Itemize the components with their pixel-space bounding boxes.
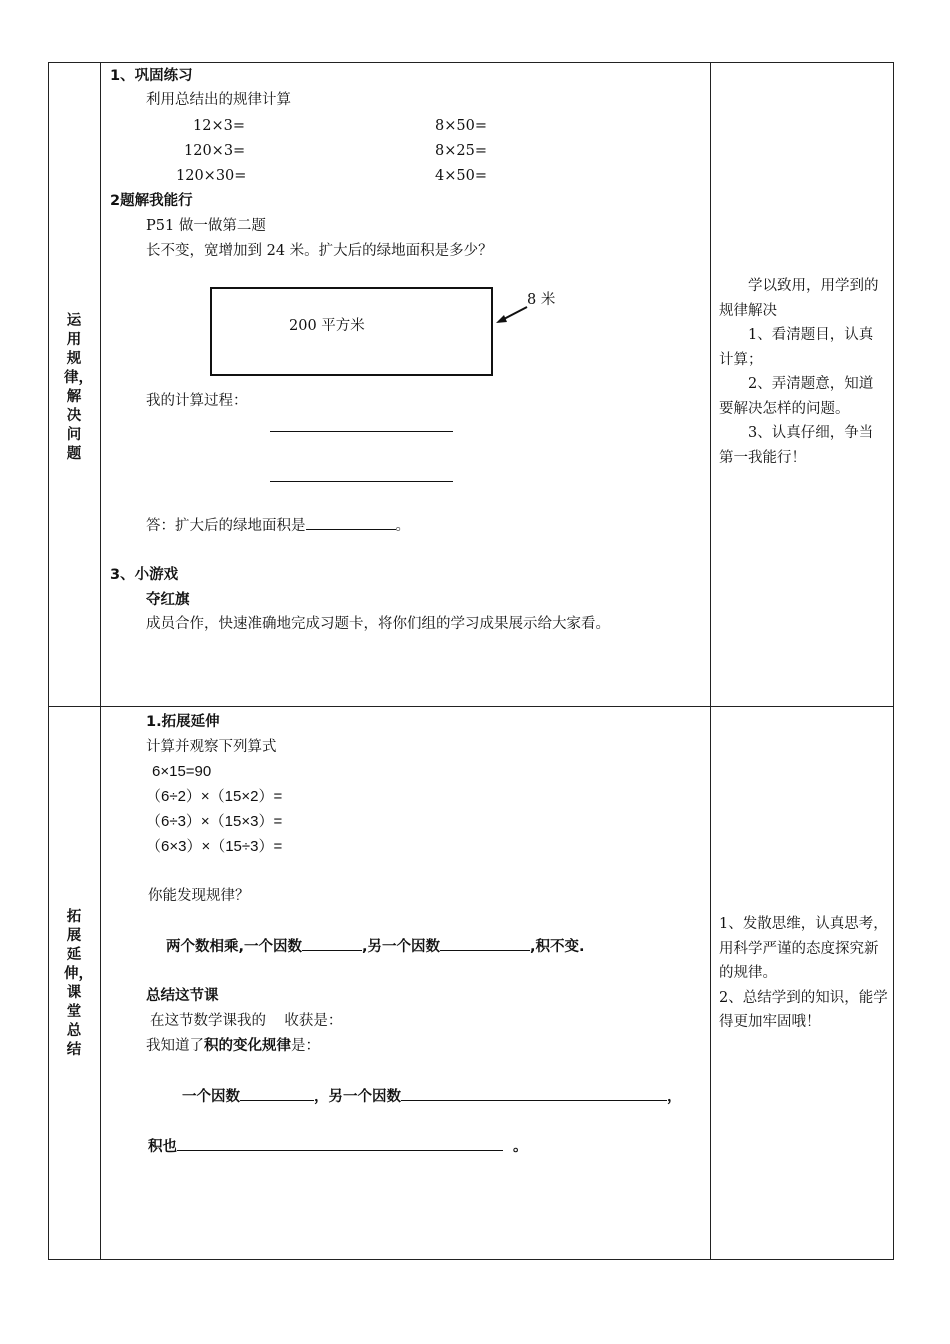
formula-3: （6÷3）×（15×3）= <box>146 813 283 830</box>
section2-title: 2题解我能行 <box>110 193 193 209</box>
game-description: 成员合作，快速准确地完成习题卡，将你们组的学习成果展示给大家看。 <box>146 616 610 632</box>
calc-right-3: 4×50= <box>435 168 487 184</box>
section1-intro: 利用总结出的规律计算 <box>146 92 291 108</box>
fill-line-1 <box>182 1086 682 1107</box>
section2-question: 长不变，宽增加到 24 米。扩大后的绿地面积是多少？ <box>146 243 493 259</box>
side-note-4: 3、认真仔细，争当第一我能行！ <box>719 425 874 466</box>
rule-part-a: 两个数相乘,一个因数 <box>166 939 303 955</box>
fill-part-d: 积也 <box>148 1139 177 1155</box>
process-answer-line-2[interactable] <box>270 481 453 482</box>
rectangle-area-label: 200 平方米 <box>289 318 365 334</box>
fill-part-a: 一个因数 <box>182 1089 240 1105</box>
rule-part-b: ,另一个因数 <box>362 939 441 955</box>
row2-side-notes <box>719 912 889 1035</box>
fill-part-e: 。 <box>513 1139 528 1155</box>
side-note-6: 2、总结学到的知识，能学得更加牢固哦！ <box>719 989 888 1030</box>
summary-title: 总结这节课 <box>146 988 219 1004</box>
rule-blank-1[interactable] <box>302 936 362 951</box>
fill-blank-1[interactable] <box>240 1086 314 1101</box>
calc-left-3: 120×30= <box>176 168 247 184</box>
fill-line-2 <box>148 1136 528 1157</box>
know-prefix: 我知道了 <box>146 1038 204 1054</box>
row-divider <box>48 706 894 707</box>
fill-part-c: ， <box>667 1089 682 1105</box>
formula-2: （6÷2）×（15×2）= <box>146 788 283 805</box>
formula-1: 6×15=90 <box>152 763 212 780</box>
fill-blank-2[interactable] <box>401 1086 667 1101</box>
row1-side-notes <box>719 274 887 470</box>
summary-line: 在这节数学课我的 收获是： <box>150 1013 343 1029</box>
row1-label: 运用规律，解决问题 <box>64 313 93 462</box>
calc-left-2: 120×3= <box>184 143 246 159</box>
calc-right-1: 8×50= <box>435 118 487 134</box>
column-divider-right <box>710 62 711 1260</box>
answer-line <box>146 515 410 536</box>
section3-title: 3、小游戏 <box>110 567 179 583</box>
know-line <box>146 1036 320 1056</box>
fill-part-b: ，另一个因数 <box>314 1089 401 1105</box>
calc-right-2: 8×25= <box>435 143 487 159</box>
side-note-2: 1、看清题目，认真计算； <box>719 327 874 368</box>
discover-question: 你能发现规律？ <box>148 888 250 904</box>
side-note-3: 2、弄清题意，知道要解决怎样的问题。 <box>719 376 874 417</box>
section1-title: 1、巩固练习 <box>110 68 193 84</box>
know-bold: 积的变化规律 <box>204 1038 291 1054</box>
process-label: 我的计算过程： <box>146 393 248 409</box>
side-note-5: 1、发散思维，认真思考，用科学严谨的态度探究新的规律。 <box>719 916 888 981</box>
answer-prefix: 答：扩大后的绿地面积是 <box>146 518 306 534</box>
calc-left-1: 12×3= <box>193 118 245 134</box>
fill-blank-3[interactable] <box>177 1136 503 1151</box>
rule-blank-2[interactable] <box>440 936 530 951</box>
know-suffix: 是： <box>291 1038 320 1054</box>
rule-sentence <box>166 936 585 957</box>
width-label: 8 米 <box>527 292 556 308</box>
answer-suffix: 。 <box>395 518 410 534</box>
rule-part-c: ,积不变. <box>530 939 585 955</box>
formula-4: （6×3）×（15÷3）= <box>146 838 283 855</box>
side-note-1: 学以致用，用学到的规律解决 <box>719 278 879 319</box>
process-answer-line-1[interactable] <box>270 431 453 432</box>
row2-label: 拓展延伸，课堂总结 <box>64 909 93 1058</box>
answer-blank[interactable] <box>306 515 396 530</box>
extension-intro: 计算并观察下列算式 <box>146 739 277 755</box>
game-name: 夺红旗 <box>146 592 190 608</box>
column-divider-left <box>100 62 101 1260</box>
extension-title: 1.拓展延伸 <box>146 714 220 730</box>
section2-reference: P51 做一做第二题 <box>146 218 266 234</box>
arrow-icon <box>494 304 530 326</box>
